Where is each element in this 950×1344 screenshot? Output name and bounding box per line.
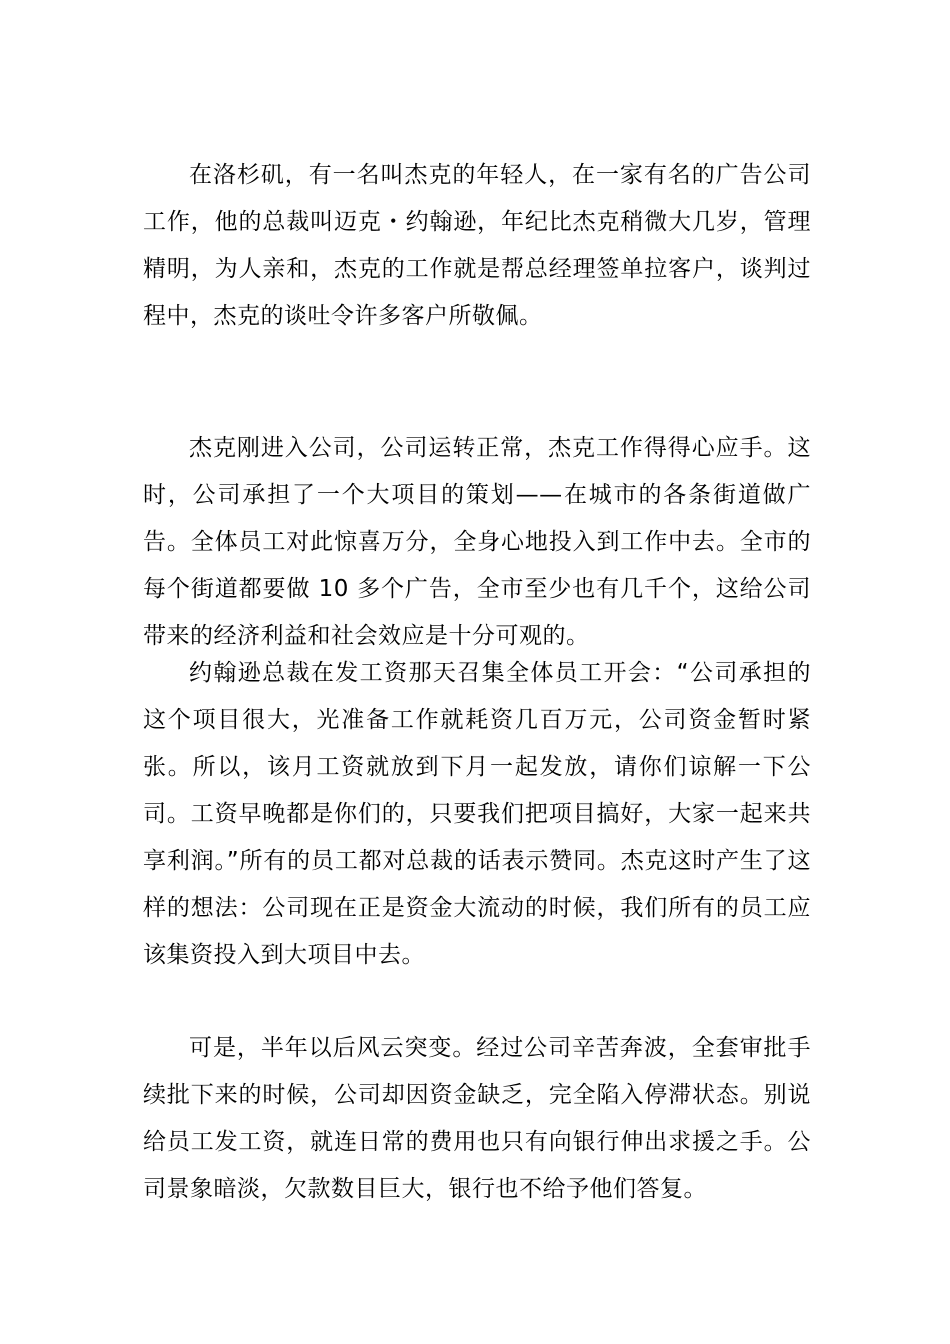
paragraph-2: 杰克刚进入公司，公司运转正常，杰克工作得得心应手。这时，公司承担了一个大项目的策划——在城市的各条街道做广告。全体员工对此惊喜万分，全身心地投入到工作中去。全市的每个街道都要做 10 多个广告，全市至少也有几千个，这给公司带来的经济利益和社会效应是十分可观的。 (143, 435, 811, 649)
paragraph-4: 可是，半年以后风云突变。经过公司辛苦奔波，全套审批手续批下来的时候，公司却因资金缺乏，完全陷入停滞状态。别说给员工发工资，就连日常的费用也只有向银行伸出求援之手。公司景象暗淡，欠款数目巨大，银行也不给予他们答复。 (143, 1035, 811, 1202)
paragraph-3: 约翰逊总裁在发工资那天召集全体员工开会：“公司承担的这个项目很大，光准备工作就耗资几百万元，公司资金暂时紧张。所以，该月工资就放到下月一起发放，请你们谅解一下公司。工资早晚都是你们的，只要我们把项目搞好，大家一起来共享利润。”所有的员工都对总裁的话表示赞同。杰克这时产生了这样的想法：公司现在正是资金大流动的时候，我们所有的员工应该集资投入到大项目中去。 (143, 660, 811, 968)
paragraph-1: 在洛杉矶，有一名叫杰克的年轻人，在一家有名的广告公司工作，他的总裁叫迈克・约翰逊，年纪比杰克稍微大几岁，管理精明，为人亲和，杰克的工作就是帮总经理签单拉客户，谈判过程中，杰克的谈吐令许多客户所敬佩。 (143, 162, 811, 329)
